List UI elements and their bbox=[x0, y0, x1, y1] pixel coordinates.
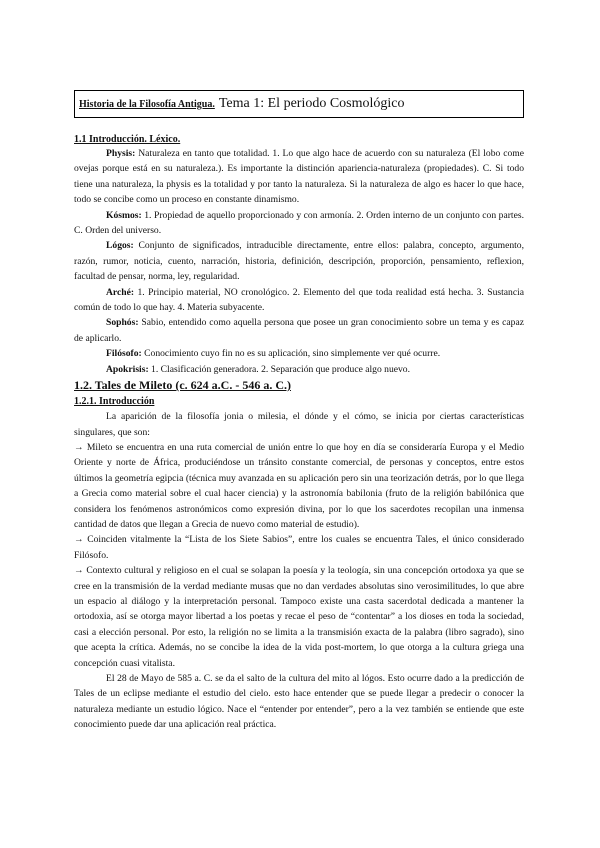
term-label: Filósofo: bbox=[106, 348, 142, 360]
section-heading-tales: 1.2. Tales de Mileto (c. 624 a.C. - 546 a. C.) bbox=[74, 378, 291, 393]
term-label: Kósmos: bbox=[106, 209, 142, 221]
bullet-contexto: → Contexto cultural y religioso en el cual se solapan la poesía y la teología, sin una concepción ortodoxa ya que se cree en la transmisión de la verdad mediante musas que no dan verdades absolutas sino verosimilitudes, lo que abre un espacio al diálogo y la interpretación personal. Tampoco existe una casta sacerdotal dedicada a mantener la ortodoxia, así se otorga mayor libertad a los poetas y recae el peso de “contentar” a los dioses en toda la sociedad, casi a elección personal. Por esto, la religión no se limita a la transmisión exacta de la palabra (libro sagrado), sino que acepta la crítica. Además, no se concibe la idea de la vida post-mortem, lo que otorga a la cultura griega una concepción cuasi vitalista. bbox=[74, 565, 524, 669]
course-title: Historia de la Filosofía Antigua. bbox=[79, 98, 215, 110]
subsection-heading: 1.2.1. Introducción bbox=[74, 396, 155, 408]
final-paragraph: El 28 de Mayo de 585 a. C. se da el salto de la cultura del mito al lógos. Esto ocurre dado a la predicción de Tales de un eclipse mediante el estudio del cielo. esto hace entender que se puede llegar a predecir o conocer la naturaleza mediante un estudio lógico. Nace el “entender por entender”, pero a la vez también se entiende que este conocimiento puede dar una aplicación real práctica. bbox=[74, 673, 524, 731]
term-definition: Naturaleza en tanto que totalidad. 1. Lo que algo hace de acuerdo con su naturaleza (El lobo come ovejas porque está en su naturaleza.). Es importante la distinción apariencia-naturaleza (propiedades). C. Si todo tiene una naturaleza, la physis es la totalidad y por tanto la naturaleza. Si la naturaleza de algo es hacer lo que hace, todo se concibe como un proceso en constante dinamismo. bbox=[74, 148, 524, 206]
term-sophos bbox=[74, 315, 524, 346]
term-arche bbox=[74, 285, 524, 316]
term-label: Physis: bbox=[106, 148, 136, 159]
term-definition: Conjunto de significados, intraducible directamente, entre ellos: palabra, concepto, argumento, razón, rumor, noticia, cuento, narración, historia, definición, descripción, proporción, pensamiento, reflexion, facultad de pensar, norma, ley, regularidad. bbox=[74, 240, 524, 283]
term-logos bbox=[74, 238, 524, 284]
term-definition: 1. Principio material, NO cronológico. 2. Elemento del que toda realidad está hecha. 3. Sustancia común de todo lo que hay. 4. Materia subyacente. bbox=[74, 286, 524, 314]
bullet-sabios: → Coinciden vitalmente la “Lista de los Siete Sabios”, entre los cuales se encuentra Tales, el único considerado Filósofo. bbox=[74, 534, 524, 561]
term-apokrisis bbox=[74, 362, 524, 377]
term-label: Apokrisis: bbox=[106, 363, 149, 375]
document-page bbox=[74, 90, 524, 733]
term-definition: Conocimiento cuyo fin no es su aplicación, sino simplemente ver qué ocurre. bbox=[141, 348, 441, 360]
term-filosofo bbox=[74, 346, 524, 361]
section-heading-intro: 1.1 Introducción. Léxico. bbox=[74, 134, 181, 145]
bullet-mileto: → Mileto se encuentra en una ruta comercial de unión entre lo que hoy en día se consideraría Europa y el Medio Oriente y norte de África, produciéndose un tránsito constante comercial, de personas y conceptos, entre estos últimos la geometría egipcia (técnica muy avanzada en su aplicación pero sin una teorización detrás, por lo que llega a Grecia como material sobre el cual hacer ciencia) y la astronomía babilonia (fruto de la religión babilónica que considera los fenómenos astronómicos como expresión divina, por lo que los sacerdotes recopilan una inmensa cantidad de datos que llegan a Grecia de nuevo como material de estudio). bbox=[74, 441, 524, 530]
term-label: Lógos: bbox=[106, 240, 134, 252]
term-label: Sophós: bbox=[106, 317, 139, 329]
term-definition: 1. Propiedad de aquello proporcionado y con armonía. 2. Orden interno de un conjunto con partes. C. Orden del universo. bbox=[74, 209, 524, 237]
term-physis bbox=[74, 146, 524, 208]
title-box bbox=[74, 90, 524, 118]
term-kosmos bbox=[74, 208, 524, 239]
term-label: Arché: bbox=[106, 286, 135, 298]
term-definition: Sabio, entendido como aquella persona que posee un gran conocimiento sobre un tema y es capaz de aplicarlo. bbox=[74, 317, 524, 344]
term-definition: 1. Clasificación generadora. 2. Separación que produce algo nuevo. bbox=[148, 363, 410, 375]
intro-paragraph: La aparición de la filosofía jonia o milesia, el dónde y el cómo, se inicia por ciertas características singulares, que son: bbox=[74, 411, 524, 438]
topic-title: Tema 1: El periodo Cosmológico bbox=[218, 96, 405, 111]
